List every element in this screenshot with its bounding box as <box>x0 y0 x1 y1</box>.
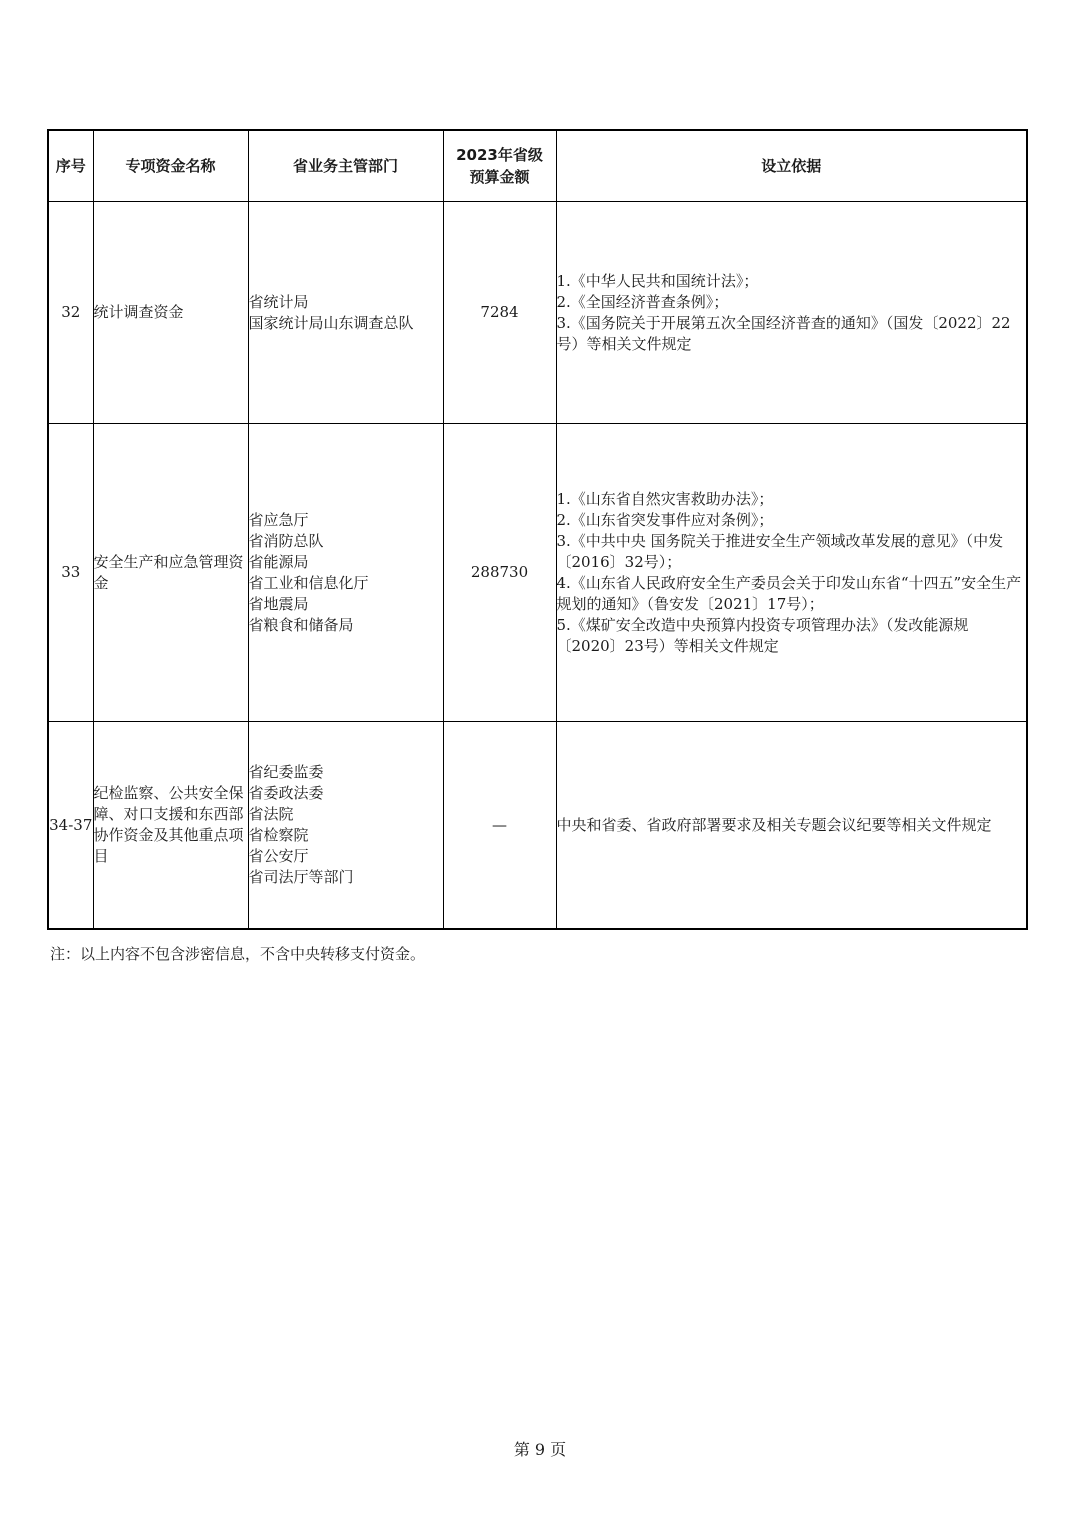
department-line: 省公安厅 <box>248 847 309 865</box>
basis-item: 1.《山东省自然灾害救助办法》； <box>556 489 774 508</box>
header-department: 省业务主管部门 <box>248 130 443 202</box>
header-budget-line2: 预算金额 <box>469 168 530 186</box>
department-line: 省统计局 <box>248 292 309 311</box>
row-budget-amount: — <box>443 722 556 930</box>
department-line: 国家统计局山东调查总队 <box>248 313 414 332</box>
header-fund-name: 专项资金名称 <box>93 130 248 202</box>
row-departments <box>248 424 443 722</box>
basis-item: 3.《国务院关于开展第五次全国经济普查的通知》（国发〔2022〕22号）等相关文件规定 <box>556 313 1011 353</box>
department-line: 省司法厅等部门 <box>248 868 354 886</box>
header-basis: 设立依据 <box>556 130 1027 202</box>
row-serial-no: 33 <box>48 424 93 722</box>
row-budget-amount: 288730 <box>443 424 556 722</box>
row-fund-name: 安全生产和应急管理资金 <box>93 424 248 722</box>
department-line: 省检察院 <box>248 826 309 844</box>
department-line: 省应急厅 <box>248 510 309 529</box>
basis-item: 2.《全国经济普查条例》； <box>556 292 729 311</box>
row-departments <box>248 722 443 930</box>
basis-item: 4.《山东省人民政府安全生产委员会关于印发山东省“十四五”安全生产规划的通知》（鲁安发〔2021〕17号）； <box>556 573 1022 613</box>
basis-item: 5.《煤矿安全改造中央预算内投资专项管理办法》（发改能源规〔2020〕23号）等相关文件规定 <box>556 615 969 655</box>
row-basis <box>556 202 1027 424</box>
department-line: 省工业和信息化厅 <box>248 573 369 592</box>
row-budget-amount: 7284 <box>443 202 556 424</box>
row-serial-no: 34-37 <box>48 722 93 930</box>
table-row <box>48 202 1027 424</box>
row-basis <box>556 424 1027 722</box>
table-header-row <box>48 130 1027 202</box>
department-line: 省粮食和储备局 <box>248 615 354 634</box>
department-line: 省法院 <box>248 805 294 823</box>
header-serial-no: 序号 <box>48 130 93 202</box>
basis-item: 2.《山东省突发事件应对条例》； <box>556 510 774 529</box>
row-fund-name: 统计调查资金 <box>93 202 248 424</box>
department-line: 省消防总队 <box>248 531 324 550</box>
row-departments <box>248 202 443 424</box>
header-budget-line1: 2023年省级 <box>456 146 543 164</box>
basis-item: 中央和省委、省政府部署要求及相关专题会议纪要等相关文件规定 <box>556 815 992 834</box>
department-line: 省地震局 <box>248 594 309 613</box>
special-funds-table <box>47 129 1028 930</box>
row-basis <box>556 722 1027 930</box>
department-line: 省能源局 <box>248 552 309 571</box>
department-line: 省委政法委 <box>248 784 324 802</box>
row-fund-name: 纪检监察、公共安全保障、对口支援和东西部协作资金及其他重点项目 <box>93 722 248 930</box>
table-note: 注：以上内容不包含涉密信息，不含中央转移支付资金。 <box>50 945 426 963</box>
basis-item: 1.《中华人民共和国统计法》； <box>556 271 759 290</box>
department-line: 省纪委监委 <box>248 763 324 781</box>
table-row <box>48 722 1027 930</box>
row-serial-no: 32 <box>48 202 93 424</box>
page-number: 第 9 页 <box>513 1440 567 1459</box>
basis-item: 3.《中共中央 国务院关于推进安全生产领域改革发展的意见》（中发〔2016〕32号）； <box>556 531 1004 571</box>
header-budget-amount <box>443 130 556 202</box>
table-row <box>48 424 1027 722</box>
